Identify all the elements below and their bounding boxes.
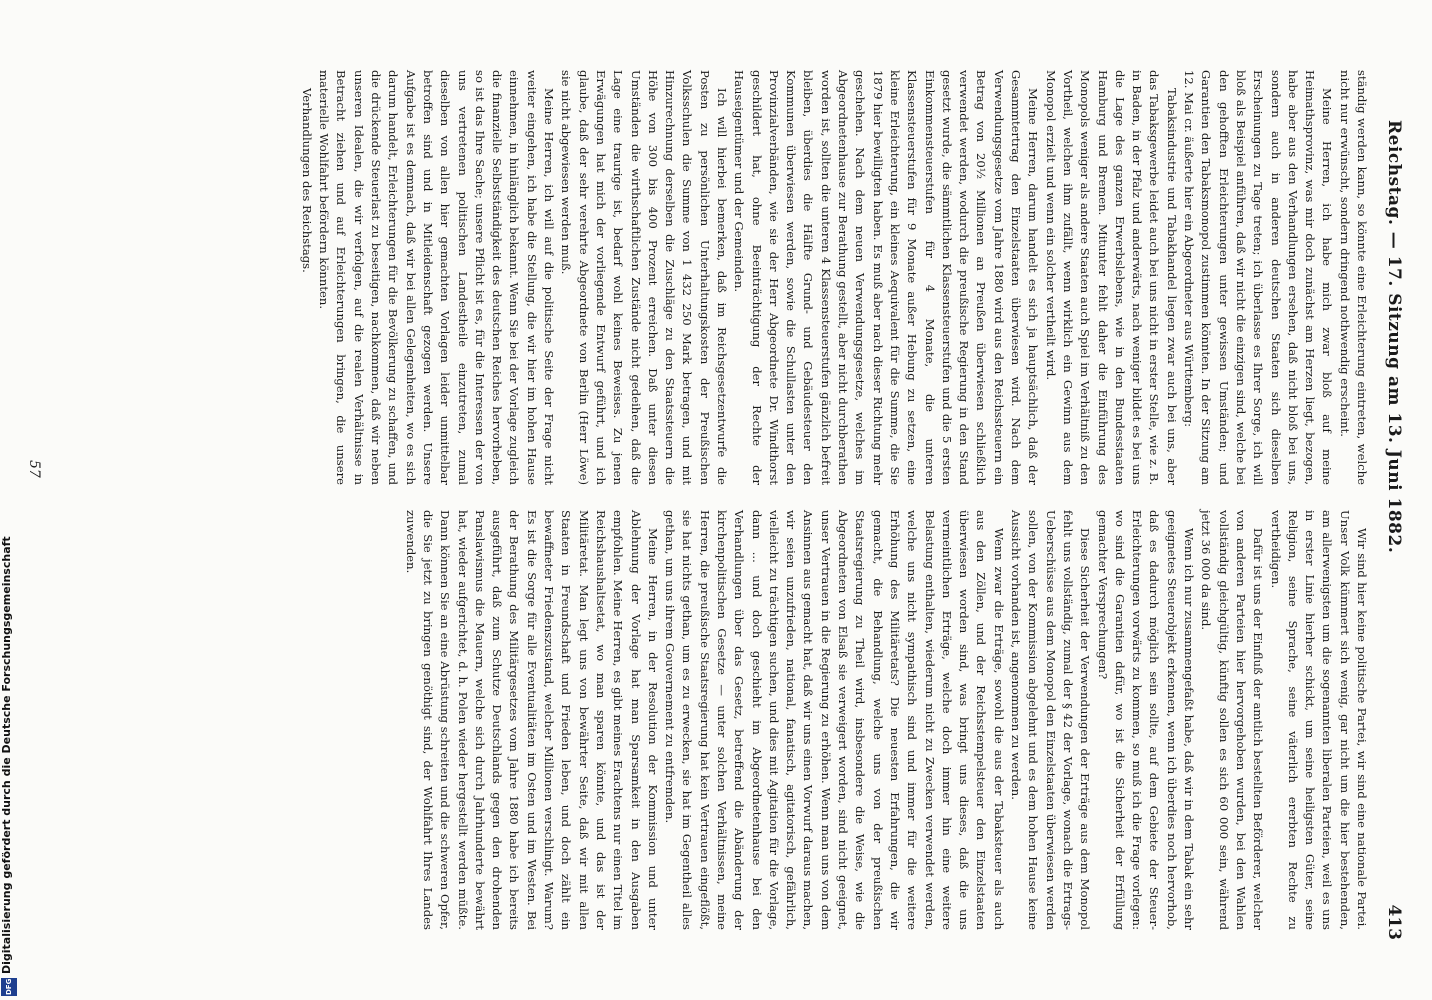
paragraph: Meine Herren, darum handelt es sich ja hauptsächlich, daß der Gesammtertrag den Einzelstaaten überwiesen wird. Nach dem Verwendungsgesetze vom Jahre 1880 wird aus den Reichssteuern ein Betrag von 20½ Millionen an Preußen überwiesen schließlich verwendet werden, wodurch die preußische Regierung in den Stand gesetzt wurde, die sämmtlichen Klassensteuerstufen und die 5 ersten Einkommensteuerstufen für 4 Monate, die unteren Klassensteuerstufen für 9 Monate außer Hebung zu setzen, eine kleine Erleichterung, ein kleines Aequivalent für die Summe, die Sie 1879 hier bewilligten haben. Es muß aber nach dieser Richtung mehr geschehen. Nach dem neuen Verwendungsgesetze, welches im Abgeordnetenhause zur Berathung gestellt, aber nicht durchberathen worden ist, sollten die unteren 4 Klassensteuerstufen gänzlich befreit bleiben, überdies die Hälfte Grund- und Gebäudesteuer den Kommunen überwiesen werden, sowie die Schullasten unter den Provinzialverbänden, wie sie der Herr Abgeordnete Dr. Windthorst geschildert hat, ohne Beeinträchtigung der Rechte der Hauseigentümer und der Gemeinden. [732, 70, 1041, 485]
paragraph: Meine Herren, ich habe mich zwar bloß auf meine Heimathsprovinz, was mir doch zunächst am Herzen liegt, bezogen, habe aber aus den Verhandlungen ersehen, daß nicht bloß bei uns, sondern auch in anderen deutschen Staaten sich dieselben Erscheinungen zu Tage treten; ich überlasse es Ihrer Sorge, ich will bloß als Beispiel anführen, daß wir nicht die einzigen sind, welche bei den gehofften Erleichterungen unter gewissen Umständen; und Garantien den Tabaksmonopol zustimmen könnten. In der Sitzung am 12. Mai cr. äußerte hier ein Abgeordneter aus Württemberg: [1182, 70, 1335, 485]
paragraph: Wir sind hier keine politische Partei, wir sind eine nationale Partei. Unser Volk kümmert sich wenig, gar nicht um die hier bestehenden, am allerwenigsten um die sogenannten liberalen Parteien, weil es uns in erster Linie hierher schickt, um seine heiligsten Güter, seine Religion, seine Sprache, seine väterlich ererbten Rechte zu vertheidigen. [1268, 510, 1369, 930]
paragraph: Tabaksindustrie und Tabakhandel liegen zwar auch bei uns, aber das Tabaksgewerbe leidet auch bei uns nicht in erster Stelle, wie z. B. in Baden, in der Pfalz und anderwärts, nach weniger bildet es bei uns die Lage des ganzen Erwerbslebens, wie in den Bundesstaaten Hamburg und Bremen. Mitunter fehlt daher die Einführung des Monopols weniger als andere Staaten auch Spiel im Verhältniß zu den Vortheil, welchen ihm zufällt, wenn wirklich ein Gewinn aus dem Monopol erzielt und wenn ein solcher vertheilt wird. [1043, 70, 1179, 485]
left-text-column [298, 70, 1370, 485]
paragraph: Meine Herren, ich will auf die politische Seite der Frage nicht weiter eingehen, ich habe die Stellung, die wir hier im hohen Hause einnehmen, in hinlänglich bekannt. Wenn Sie bei der Vorlage zugleich die finanzielle Selbstständigkeit des deutschen Reiches hervorheben, so ist das Ihre Sache; unsere Pflicht ist es, für die Interessen der von uns vertretenen politischen Landestheile einzutreten, zumal dieselben von allen hier gemachten Vorlagen leider unmittelbar betroffen sind und in Mitleidenschaft gezogen werden. Unsere Aufgabe ist es demnach, daß wir bei allen Gelegenheiten, wo es sich darum handelt, Erleichterungen für die Bevölkerung zu schaffen, und die drückende Steuerlast zu beseitigen, nachkommen, daß wir neben unseren Idealen, die wir verfolgen, auf die realen Verhältnisse in Betracht ziehen und auf Erleichterungen bringen, die unsere materielle Wohlfahrt befördern könnten. [317, 70, 557, 485]
digitization-sidebar [0, 0, 20, 1000]
paragraph: Dafür ist uns der Einfluß der amtlich bestellten Beförderer, welcher von anderen Parteien hier hervorgehoben wurden, bei den Wahlen vollständig gleichgültig, künftig sollen es sich 60 000 sein, während jetzt 36 000 da sind. [1199, 510, 1266, 930]
paragraph: Meine Herren, in der Resolution der Kommission und unter Ablehnung der Vorlage hat man Sparsamkeit in den Ausgaben empfohlen. Meine Herren, es gibt meines Erachtens nur einen Titel im Reichshaushaltsetat, wo man sparen könnte, und das ist der Militäretat. Man legt uns von bewährter Seite, daß wir mit allen Staaten in Freundschaft und Frieden leben, und doch zählt ein bewaffneter Friedenszustand, welcher Millionen verschlingt. Warum? Es ist die Sorge für alle Eventualitäten im Osten und im Westen. Bei der Berathung des Militärgesetzes vom Jahre 1880 habe ich bereits ausgeführt, daß zum Schutze Deutschlands gegen den drohenden Panslawismus die Mauern, welche sich durch Jahrhunderte bewährt hat, wieder aufgerichtet, d. h. Polen wieder hergestellt werden müßte. Dann können Sie an eine Abrüstung schreiten und die schweren Opfer, die Sie jetzt zu bringen genöthigt sind, der Wohlfahrt Ihres Landes zuwenden. [403, 510, 660, 930]
paragraph: Ich will hierbei bemerken, daß im Reichsgesetzentwurfe die Posten zu persönlichen Unterhaltungskosten der Preußischen Volksschulen die Summe von 1 432 250 Mark betragen, und mit Hinzurechnung derselben die Zuschläge zu den Staatssteuern die Höhe von 300 bis 400 Prozent erreichen. Daß unter diesen Umständen die wirthschaftlichen Zustände nicht gedeihen, daß die Lage eine traurige ist, bedarf wohl keines Beweises. Zu jenen Erwägungen hat mich der vorliegende Entwurf geführt, und ich glaube, daß der sehr verehrte Abgeordnete von Berlin (Herr Löwe) sie nicht abgewiesen werden muß. [559, 70, 730, 485]
page-title: Reichstag. — 17. Sitzung am 13. Juni 1882. [1384, 120, 1404, 554]
page-number: 413 [1384, 904, 1404, 940]
funding-credit: Digitalisierung gefördert durch die Deutsche Forschungsgemeinschaft [0, 536, 13, 974]
page-header [1374, 60, 1404, 940]
paragraph: Verhandlungen des Reichstags. [299, 88, 314, 273]
paragraph: ständig werden kann, so könnte eine Erleichterung eintreten, welche nicht nur erwünscht, sondern dringend nothwendig erscheint. [1337, 70, 1369, 485]
paragraph: Diese Sicherheit der Verwendungen der Erträge aus dem Monopol fehlt uns vollständig, zumal der § 42 der Vorlage, wonach die Ertrags-Ueberschüsse aus dem Monopol den Einzelstaaten überwiesen werden sollen, von der Kommission abgelehnt und es dem hohen Hause keine Aussicht vorhanden ist, angenommen zu werden. [1009, 510, 1093, 930]
sheet-signature: 57 [26, 460, 42, 478]
right-text-column [401, 510, 1370, 930]
paragraph: Wenn zwar die Erträge, sowohl die aus der Tabaksteuer als auch aus den Zöllen, und der Reichsstempelsteuer den Einzelstaaten überwiesen worden sind, was bringt uns dieses, daß die uns vermeintlichen Erträge, welche doch immer hin eine weitere Belastung enthalten, wiederum nicht zu Zwecken verwendet werden, welche uns nicht sympathisch sind und immer für die weitere Erhöhung des Militäretats? Die neuesten Erfahrungen, die wir gemacht, die Behandlung, welche uns von der preußischen Staatsregierung zu Theil wird, insbesondere die Weise, wie die Abgeordneten von Elsaß sie verweigert worden, sind nicht geeignet, unser Vertrauen in die Regierung zu erhöhen. Wenn man uns von dem Ansinnen aus gemacht hat, daß wir uns einen Vorwurf daraus machen, wir seien unzufrieden, national, fanatisch, agitatorisch, gefährlich, vielleicht zu trächtigen suchen, und dies mit Agitation für die Vorlage, dann ... und doch geschieht im Abgeordnetenhause bei den Verhandlungen über das Gesetz, betreffend die Abänderung der kirchenpolitischen Gesetze — unter solchen Verhältnissen, meine Herren, die preußische Staatsregierung hat kein Vertrauen eingeflößt, sie hat nichts gethan, um es zu erwecken, sie hat im Gegentheil alles gethan, um uns ihrem Gouvernement zu entfremden. [663, 510, 1006, 930]
dfg-logo-icon: DFG [1, 978, 17, 996]
paragraph: Wenn ich nur zusammengefaßt habe, daß wir in dem Tabak ein sehr geeignetes Steuerobjekt erkennen, wenn ich überdies noch hervorhob, daß es dadurch möglich sein sollte, auf dem Gebiete der Steuer-Erleichterungen vorwärts zu kommen, so muß ich die Frage vorlegen: wo sind die Garantien dafür, wo ist die Sicherheit der Erfüllung gemachter Versprechungen? [1095, 510, 1197, 930]
